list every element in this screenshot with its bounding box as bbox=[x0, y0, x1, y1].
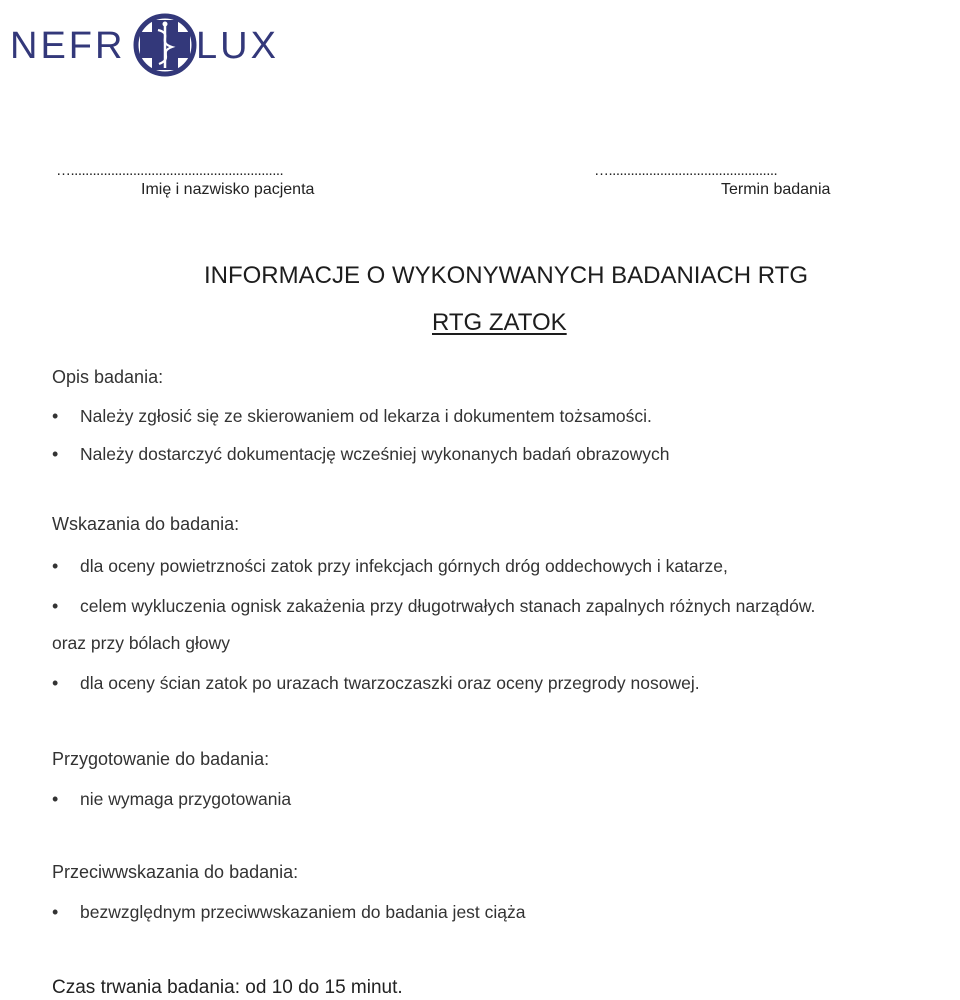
section-heading-przeciwwskazania: Przeciwwskazania do badania: bbox=[52, 862, 299, 882]
section-heading-przygotowanie: Przygotowanie do badania: bbox=[52, 749, 270, 769]
exam-date-label: Termin badania bbox=[721, 181, 831, 198]
page-subtitle: RTG ZATOK bbox=[432, 309, 567, 336]
list-item-text: Należy zgłosić się ze skierowaniem od lekarza i dokumentem tożsamości. bbox=[80, 406, 652, 426]
page-title: INFORMACJE O WYKONYWANYCH BADANIACH RTG bbox=[203, 262, 809, 289]
list-item-text: Należy dostarczyć dokumentację wcześniej wykonanych badań obrazowych bbox=[80, 444, 670, 464]
list-item-text: dla oceny ścian zatok po urazach twarzoczaszki oraz oceny przegrody nosowej. bbox=[80, 673, 700, 693]
logo-graphic bbox=[8, 12, 276, 78]
list-item-text: dla oceny powietrzności zatok przy infekcjach górnych dróg oddechowych i katarze, bbox=[80, 556, 728, 576]
bullet-icon: • bbox=[52, 673, 59, 693]
list-item-text: nie wymaga przygotowania bbox=[80, 789, 292, 809]
patient-name-label: Imię i nazwisko pacjenta bbox=[141, 181, 315, 198]
bullet-icon: • bbox=[52, 444, 59, 464]
bullet-icon: • bbox=[52, 556, 59, 576]
caduceus-cross-icon bbox=[136, 16, 194, 74]
list-item-text: bezwzględnym przeciwwskazaniem do badania jest ciąża bbox=[80, 902, 526, 922]
section-heading-wskazania: Wskazania do badania: bbox=[52, 514, 240, 534]
logo-text-left: NEFR bbox=[10, 25, 126, 67]
logo-text-right: LUX bbox=[196, 25, 276, 67]
section-heading-opis: Opis badania: bbox=[52, 367, 164, 387]
bullet-icon: • bbox=[52, 902, 59, 922]
bullet-icon: • bbox=[52, 596, 59, 616]
nefrolux-logo bbox=[8, 12, 276, 78]
exam-date-dotted-line: ….............................................. bbox=[594, 162, 778, 179]
exam-duration: Czas trwania badania: od 10 do 15 minut. bbox=[52, 977, 403, 998]
wskazania-extra-line: oraz przy bólach głowy bbox=[52, 633, 230, 653]
bullet-icon: • bbox=[52, 789, 59, 809]
bullet-icon: • bbox=[52, 406, 59, 426]
patient-name-dotted-line: ….......................................................... bbox=[56, 162, 284, 179]
list-item-text: celem wykluczenia ognisk zakażenia przy długotrwałych stanach zapalnych różnych narządów. bbox=[80, 596, 816, 616]
